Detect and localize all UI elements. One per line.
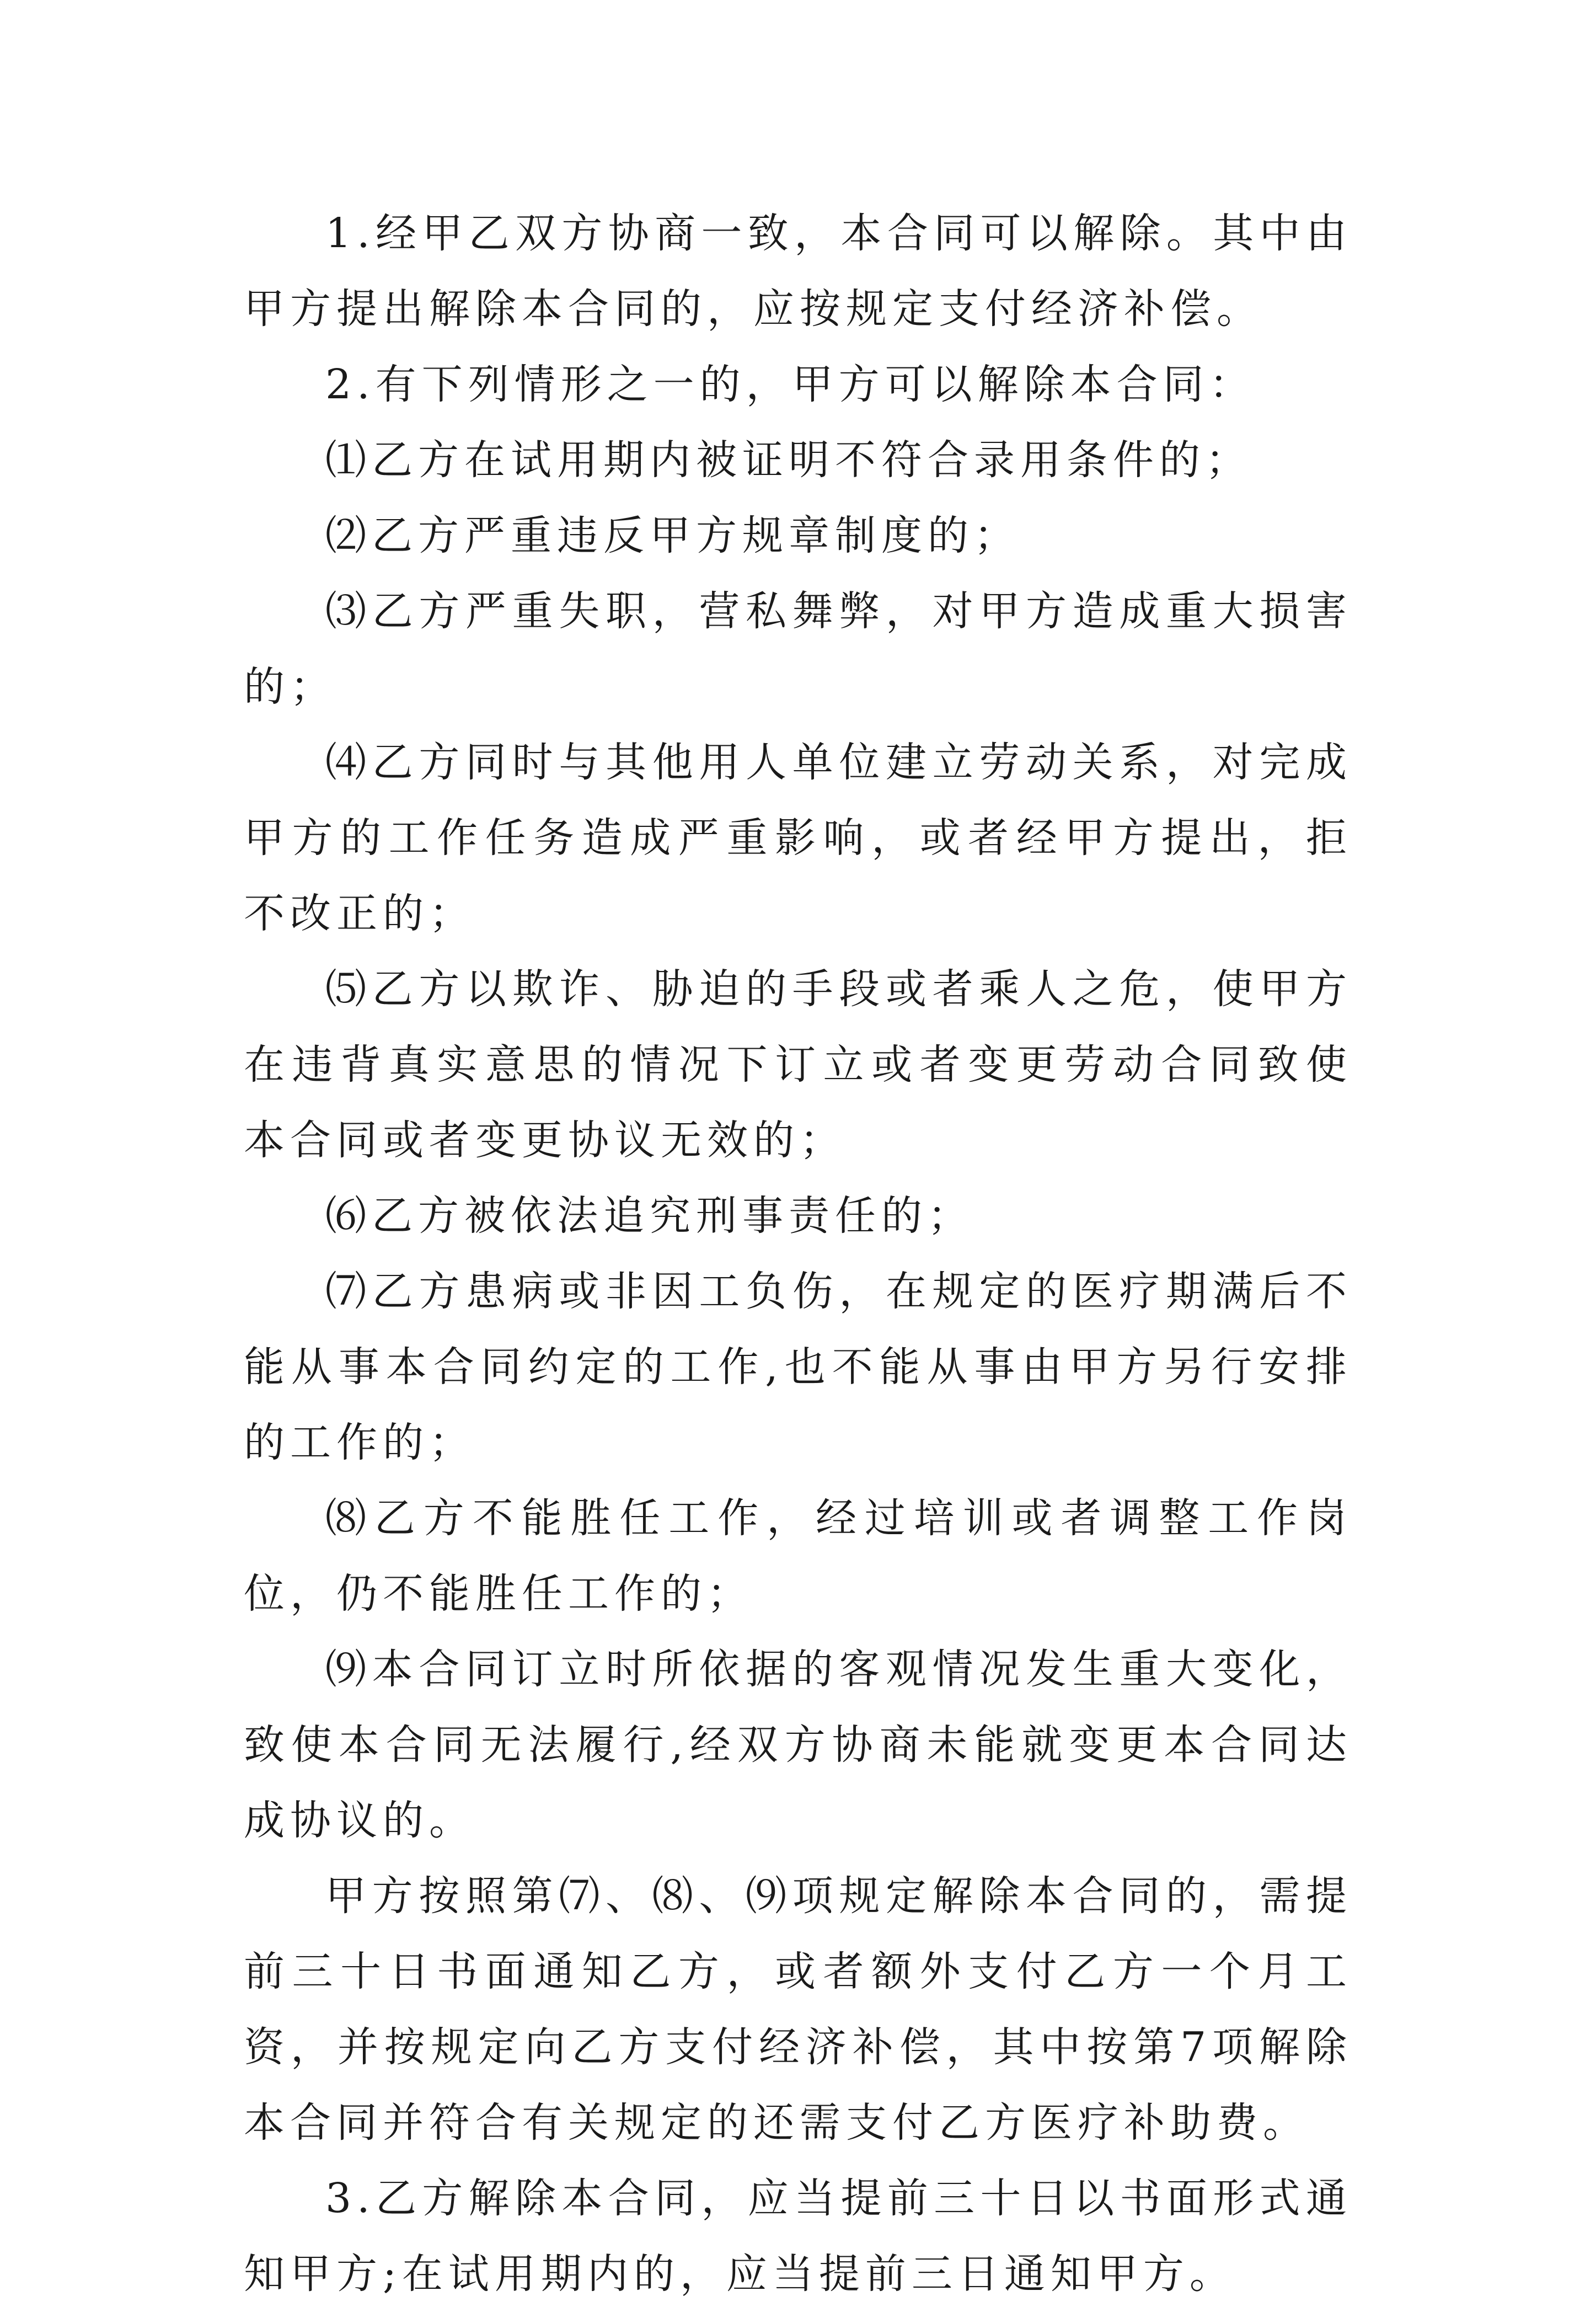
paragraph-employee-termination: 3.乙方解除本合同，应当提前三十日以书面形式通知甲方;在试用期内的，应当提前三日通知甲方。 [244, 2175, 1352, 2298]
paragraph-employer-termination-intro: 2.有下列情形之一的，甲方可以解除本合同： [325, 361, 1256, 408]
list-item-1: ⑴乙方在试用期内被证明不符合录用条件的； [325, 436, 1252, 484]
document-body [244, 196, 1352, 2312]
list-item-2: ⑵乙方严重违反甲方规章制度的； [325, 512, 1020, 559]
list-item-9: ⑼本合同订立时所依据的客观情况发生重大变化，致使本合同无法履行,经双方协商未能就变更本合同达成协议的。 [244, 1646, 1352, 1844]
list-item-4: ⑷乙方同时与其他用人单位建立劳动关系，对完成甲方的工作任务造成严重影响，或者经甲方提出，拒不改正的； [244, 739, 1352, 937]
list-item-7: ⑺乙方患病或非因工负伤，在规定的医疗期满后不能从事本合同约定的工作,也不能从事由甲方另行安排的工作的； [244, 1268, 1352, 1466]
list-item-8: ⑻乙方不能胜任工作，经过培训或者调整工作岗位，仍不能胜任工作的； [244, 1494, 1352, 1617]
list-item-5: ⑸乙方以欺诈、胁迫的手段或者乘人之危，使甲方在违背真实意思的情况下订立或者变更劳动合同致使本合同或者变更协议无效的； [244, 965, 1352, 1164]
list-item-3: ⑶乙方严重失职，营私舞弊，对甲方造成重大损害的； [244, 588, 1352, 711]
list-item-6: ⑹乙方被依法追究刑事责任的； [325, 1192, 974, 1240]
paragraph-notice-requirement: 甲方按照第⑺、⑻、⑼项规定解除本合同的，需提前三十日书面通知乙方，或者额外支付乙方一个月工资，并按规定向乙方支付经济补偿，其中按第7项解除本合同并符合有关规定的还需支付乙方医疗补助费。 [244, 1872, 1352, 2147]
paragraph-mutual-termination: 1.经甲乙双方协商一致，本合同可以解除。其中由甲方提出解除本合同的，应按规定支付经济补偿。 [244, 210, 1352, 333]
